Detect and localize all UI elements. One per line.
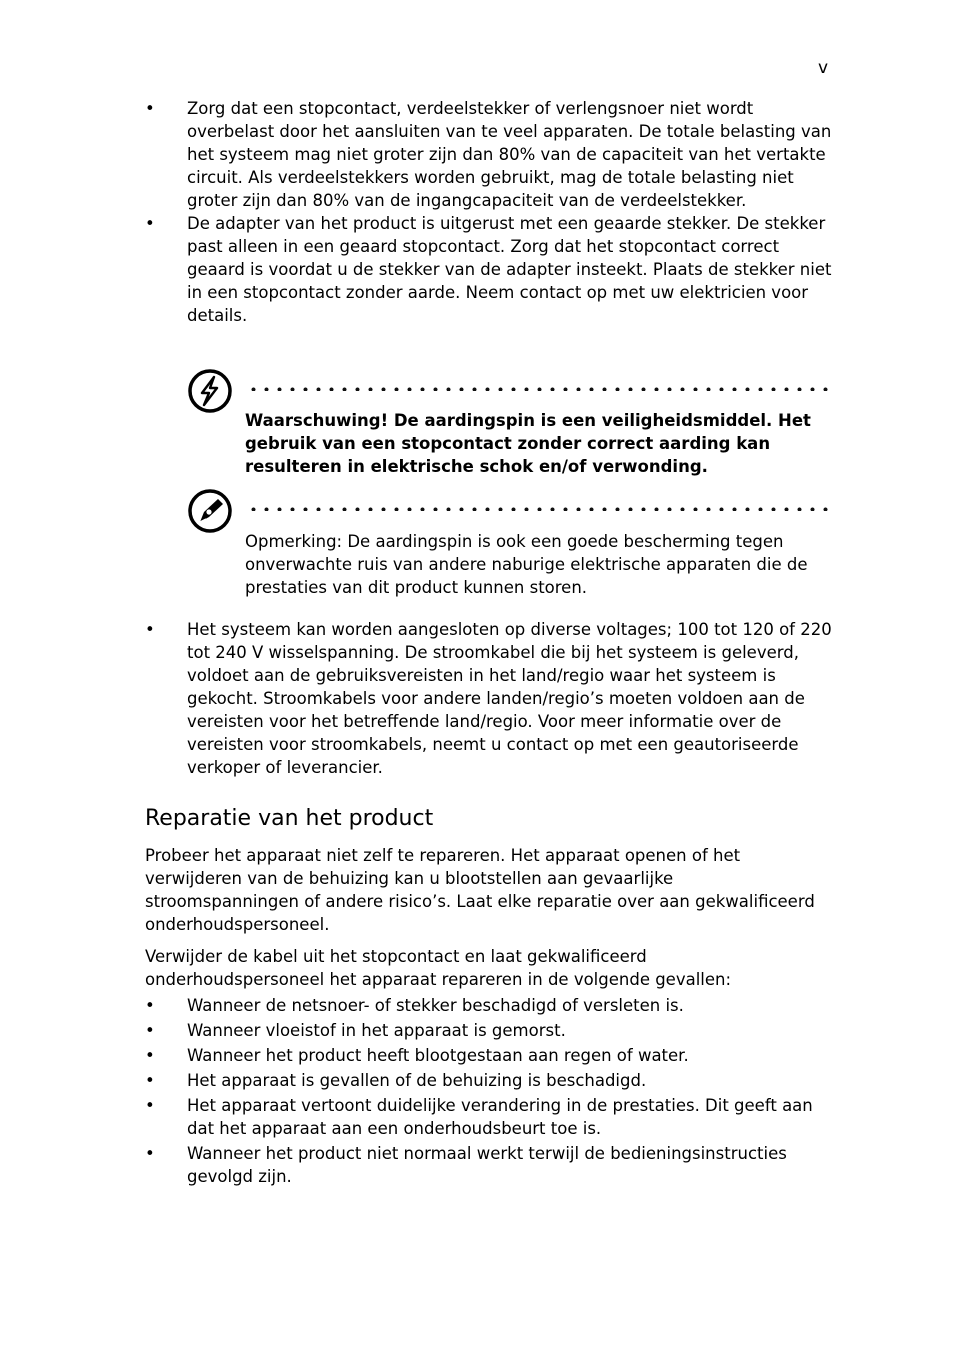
list-item-text: Het apparaat vertoont duidelijke verandering in de prestaties. Dit geeft aan dat het apparaat aan een onderhoudsbeurt toe is. [187,1096,813,1138]
bullet-dot: • [145,99,155,118]
list-item [145,97,835,212]
list-item-text: De adapter van het product is uitgerust met een geaarde stekker. De stekker past alleen in een geaard stopcontact. Zorg dat het stopcontact correct geaard is voordat u de stekker van de adapter insteekt. Plaats de stekker niet in een stopcontact zonder aarde. Neem contact op met uw elektricien voor details. [187,214,832,325]
pen-note-icon [187,488,233,534]
list-item-text: Het systeem kan worden aangesloten op diverse voltages; 100 tot 120 of 220 tot 240 V wisselspanning. De stroomkabel die bij het systeem is geleverd, voldoet aan de gebruiksvereisten in het land/regio waar het systeem is gekocht. Stroomkabels voor andere landen/regio’s moeten voldoen aan de vereisten voor het betreffende land/regio. Voor meer informatie over de vereisten voor stroomkabels, neemt u contact op met een geautoriseerde verkoper of leverancier. [187,620,832,777]
paragraph: Probeer het apparaat niet zelf te repareren. Het apparaat openen of het verwijderen van de behuizing kan u blootstellen aan gevaarlijke stroomspanningen of andere risico’s. Laat elke reparatie over aan gekwalificeerd onderhoudspersoneel. [145,846,815,934]
page-number: v [818,58,829,78]
list-item [145,1094,835,1140]
note-body: De aardingspin is ook een goede bescherming tegen onverwachte ruis van andere naburige elektrische apparaten die de prestaties van dit product kunnen storen. [245,532,808,598]
list-item-text: Wanneer vloeistof in het apparaat is gemorst. [187,1021,566,1040]
bullet-dot: • [145,620,155,639]
lightning-warning-icon [187,368,233,414]
bullet-dot: • [145,1021,155,1040]
list-item [145,1019,835,1042]
warning-text: Waarschuwing! De aardingspin is een veiligheidsmiddel. Het gebruik van een stopcontact zonder correct aarding kan resulteren in elektrische schok en/of verwonding. [245,411,811,477]
bullet-dot: • [145,1046,155,1065]
bullet-dot: • [145,1071,155,1090]
list-item [145,1069,835,1092]
dotted-divider [247,387,832,391]
list-item-text: Wanneer het product niet normaal werkt terwijl de bedieningsinstructies gevolgd zijn. [187,1144,787,1186]
bullet-dot: • [145,1144,155,1163]
list-item-text: Wanneer de netsnoer- of stekker beschadigd of versleten is. [187,996,684,1015]
bullet-list-voltage [145,618,835,779]
paragraph: Verwijder de kabel uit het stopcontact en laat gekwalificeerd onderhoudspersoneel het apparaat repareren in de volgende gevallen: [145,947,732,989]
bullet-list-top [145,97,835,327]
section-heading: Reparatie van het product [145,806,434,831]
list-item [145,212,835,327]
list-item-text: Wanneer het product heeft blootgestaan aan regen of water. [187,1046,689,1065]
list-item [145,994,835,1017]
list-item [145,1044,835,1067]
repair-list [145,994,835,1190]
list-item-text: Het apparaat is gevallen of de behuizing is beschadigd. [187,1071,647,1090]
note-callout [187,488,832,603]
dotted-divider [247,507,832,511]
bullet-dot: • [145,214,155,233]
note-label: Opmerking: [245,532,343,551]
list-item [145,1142,835,1188]
list-item [145,618,835,779]
bullet-dot: • [145,996,155,1015]
list-item-text: Zorg dat een stopcontact, verdeelstekker of verlengsnoer niet wordt overbelast door het aansluiten van te veel apparaten. De totale belasting van het systeem mag niet groter zijn dan 80% van de capaciteit van het vertakte circuit. Als verdeelstekkers worden gebruikt, mag de totale belasting niet groter zijn dan 80% van de ingangcapaciteit van de verdeelstekker. [187,99,832,210]
warning-callout [187,368,832,478]
bullet-dot: • [145,1096,155,1115]
note-text [245,530,825,600]
